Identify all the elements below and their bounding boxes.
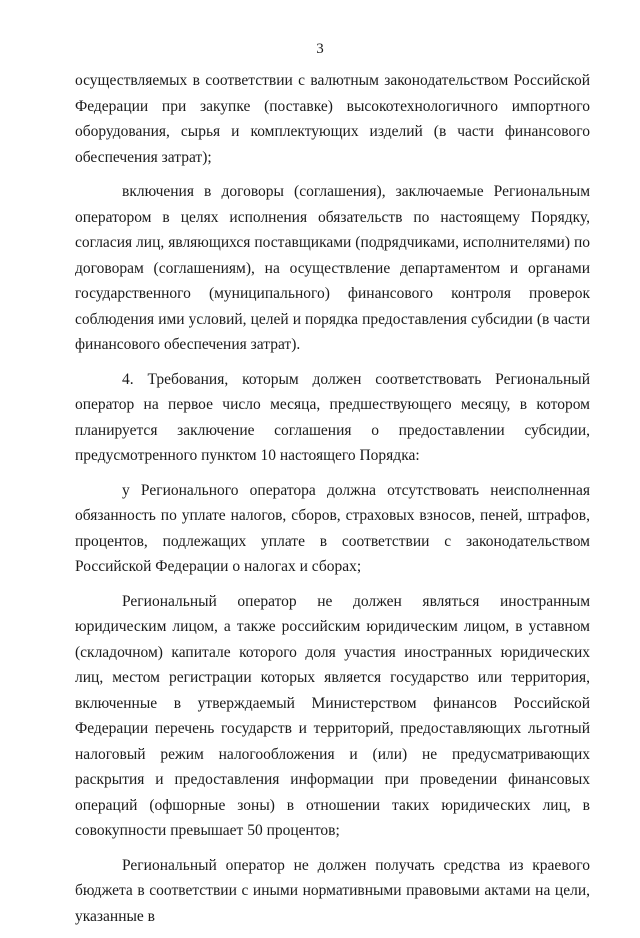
paragraph-not-foreign-entity: Региональный оператор не должен являться иностранным юридическим лицом, а также российским юридическим лицом, в уставном (складочном) капитале которого доля участия иностранных юридических лиц, местом регистрации которых является государство или территория, включенные в утверждаемый Министерством финансов Российской Федерации перечень государств и территорий, предоставляющих льготный налоговый режим налогообложения и (или) не предусматривающих раскрытия и предоставления информации при проведении финансовых операций (офшорные зоны) в отношении таких юридических лиц, в совокупности превышает 50 процентов; <box>75 592 590 839</box>
paragraph-no-tax-debt: у Регионального оператора должна отсутствовать неисполненная обязанность по уплате налогов, сборов, страховых взносов, пеней, штрафов, процентов, подлежащих уплате в соответствии с законодательством Российской Федерации о налогах и сборах; <box>75 481 590 575</box>
document-body <box>75 68 590 938</box>
paragraph-currency-purchase: осуществляемых в соответствии с валютным законодательством Российской Федерации при закупке (поставке) высокотехнологичного импортного оборудования, сырья и комплектующих изделий (в части финансового обеспечения затрат); <box>75 72 590 166</box>
paragraph-item-4-requirements: 4. Требования, которым должен соответствовать Региональный оператор на первое число месяца, предшествующего месяцу, в котором планируется заключение соглашения о предоставлении субсидии, предусмотренного пунктом 10 настоящего Порядка: <box>75 370 590 464</box>
paragraph-contract-consent: включения в договоры (соглашения), заключаемые Региональным оператором в целях исполнения обязательств по настоящему Порядку, согласия лиц, являющихся поставщиками (подрядчиками, исполнителями) по договорам (соглашениям), на осуществление департаментом и органами государственного (муниципального) финансового контроля проверок соблюдения ими условий, целей и порядка предоставления субсидии (в части финансового обеспечения затрат). <box>75 183 590 353</box>
page-number: 3 <box>316 41 324 57</box>
paragraph-no-other-funds: Региональный оператор не должен получать средства из краевого бюджета в соответствии с иными нормативными правовыми актами на цели, указанные в <box>75 856 590 925</box>
